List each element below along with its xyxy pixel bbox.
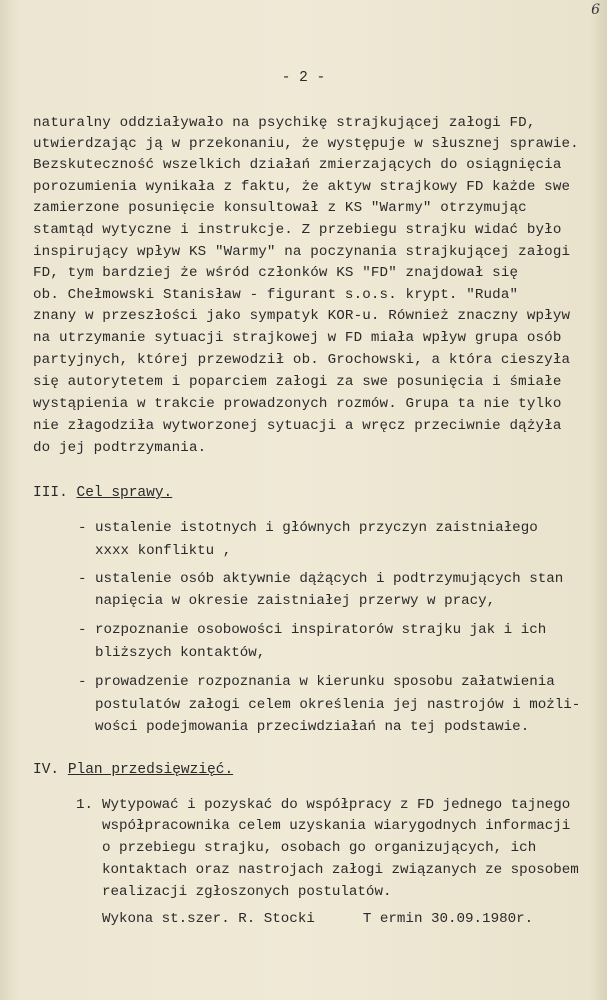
list-item-line: napięcia w okresie zaistniałej przerwy w pracy, (95, 593, 496, 609)
paragraph-line: się autorytetem i poparciem załogi za swe posunięcia i śmiałe (33, 374, 562, 390)
page-number-corner: 6 (591, 2, 600, 18)
deadline: T ermin 30.09.1980r. (362, 911, 534, 927)
list-dash: - (78, 622, 87, 638)
executor: Wykona st.szer. R. Stocki (102, 911, 315, 927)
list-number: 1. (76, 797, 94, 813)
paragraph-line: partyjnych, której przewodził ob. Grochowski, a która cieszyła (33, 352, 571, 368)
paragraph-line: porozumienia wynikała z faktu, że aktyw strajkowy FD każde swe (33, 179, 571, 195)
list-dash: - (78, 571, 87, 587)
paragraph-line: wystąpienia w trakcie prowadzonych rozmów. Grupa ta nie tylko (33, 396, 562, 412)
paragraph-line: Bezskuteczność wszelkich działań zmierzających do osiągnięcia (33, 157, 562, 173)
section-title: Cel sprawy. (76, 485, 173, 501)
list-item-line: ustalenie istotnych i głównych przyczyn zaistniałego (95, 520, 538, 536)
paragraph-line: FD, tym bardziej że wśród członków KS "FD" znajdował się (33, 265, 519, 281)
page-number: - 2 - (281, 70, 326, 86)
paragraph-line: inspirujący wpływ KS "Warmy" na poczynania strajkującej załogi (33, 244, 571, 260)
list-item-line: realizacji zgłoszonych postulatów. (102, 884, 392, 900)
list-item-line: kontaktach oraz nastrojach załogi związanych ze sposobem (102, 862, 579, 878)
list-item-line: prowadzenie rozpoznania w kierunku sposobu załatwienia (95, 674, 555, 690)
paragraph-line: ob. Chełmowski Stanisław - figurant s.o.s. krypt. "Ruda" (33, 287, 519, 303)
paragraph-line: utwierdzając ją w przekonaniu, że występuje w słusznej sprawie. (33, 136, 579, 152)
paragraph-line: nie złagodziła wytworzonej sytuacji a wręcz przeciwnie dążyła (33, 418, 562, 434)
list-dash: - (78, 520, 87, 536)
paragraph-line: stamtąd wytyczne i instrukcje. Z przebiegu strajku widać było (33, 222, 562, 238)
list-item-line: Wytypować i pozyskać do współpracy z FD jednego tajnego (102, 797, 571, 813)
section-title: Plan przedsięwzięć. (67, 762, 234, 778)
list-dash: - (78, 674, 87, 690)
list-item-line: bliższych kontaktów, (95, 645, 266, 661)
section-number: IV. (33, 762, 60, 778)
list-item-line: rozpoznanie osobowości inspiratorów strajku jak i ich (95, 622, 547, 638)
paragraph-line: do jej podtrzymania. (33, 440, 207, 456)
paragraph-line: naturalny oddziaływało na psychikę strajkującej załogi FD, (33, 115, 536, 131)
paragraph-line: znany w przeszłości jako sympatyk KOR-u. Również znaczny wpływ (33, 308, 571, 324)
section-heading-plan (33, 762, 233, 778)
list-item-line: xxxx konfliktu , (95, 543, 232, 559)
list-item-line: wości podejmowania przeciwdziałań na tej podstawie. (95, 719, 530, 735)
list-item-line: o przebiegu strajku, osobach go organizujących, ich (102, 840, 537, 856)
paragraph-line: zamierzone posunięcie konsultował z KS "Warmy" otrzymując (33, 200, 527, 216)
paragraph-line: na utrzymanie sytuacji strajkowej w FD miała wpływ grupa osób (33, 330, 562, 346)
list-item-line: współpracownika celem uzyskania wiarygodnych informacji (102, 818, 571, 834)
signature-line (102, 911, 533, 927)
list-item-line: postulatów załogi celem określenia jej nastrojów i możli- (95, 697, 581, 713)
section-number: III. (33, 485, 68, 501)
section-heading-goal (33, 485, 172, 501)
list-item-line: ustalenie osób aktywnie dążących i podtrzymujących stan (95, 571, 564, 587)
